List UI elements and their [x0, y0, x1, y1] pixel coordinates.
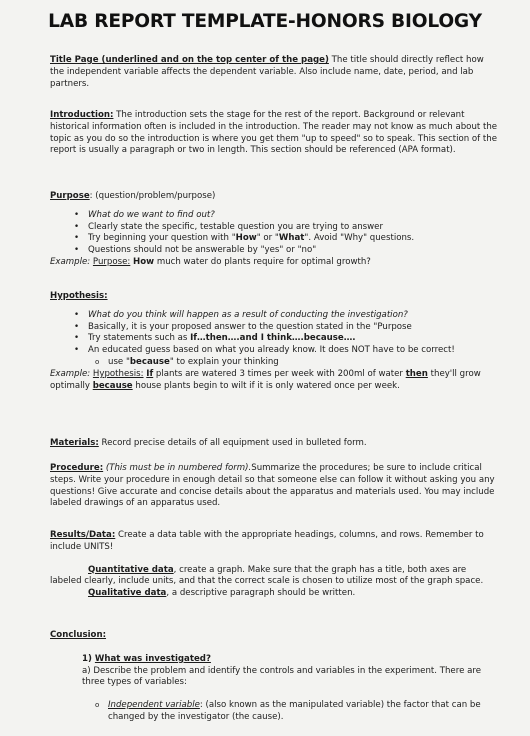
- purpose-example: [50, 257, 500, 269]
- title-page-paragraph: [50, 55, 500, 90]
- hyp-sub-c: " to explain your thinking: [169, 356, 279, 367]
- procedure-note: (This must be in numbered form).: [103, 463, 252, 473]
- purpose-b3-what: What: [278, 233, 305, 244]
- purpose-b3a: Try beginning your question with ": [88, 233, 236, 244]
- procedure-heading: Procedure:: [50, 463, 104, 473]
- list-item: • Clearly state the specific, testable question you are trying to answer: [50, 222, 500, 234]
- hyp-sub-a: use ": [108, 356, 130, 367]
- qualitative-heading: Qualitative data: [88, 588, 167, 599]
- purpose-heading-line: [50, 191, 500, 203]
- variables-list: [50, 700, 500, 724]
- list-item: • Basically, it is your proposed answer to the question stated in the "Purpose: [50, 322, 500, 334]
- purpose-list: [50, 210, 500, 257]
- purpose-heading: Purpose: [50, 191, 90, 201]
- title-page-heading: Title Page (underlined and on the top center of the page): [50, 55, 329, 65]
- example-if: If: [146, 368, 154, 379]
- example-label: Example:: [50, 256, 91, 267]
- hypothesis-example: [50, 369, 500, 393]
- example-then: then: [405, 368, 428, 379]
- results-text: Create a data table with the appropriate headings, columns, and rows. Remember to include UNITS!: [50, 530, 484, 552]
- example-text-2: they'll grow optimally: [50, 368, 481, 391]
- sub-list-item: [50, 700, 500, 724]
- list-item: • An educated guess based on what you already know. It does NOT have to be correct!: [50, 345, 500, 357]
- list-item: • What do we want to find out?: [50, 210, 500, 222]
- conclusion-section: [50, 630, 500, 724]
- materials-paragraph: [50, 438, 500, 450]
- results-section: [50, 530, 500, 600]
- example-purpose-word: Purpose:: [92, 256, 131, 267]
- hypothesis-section: [50, 291, 500, 392]
- title-page-text: The title should directly reflect how the independent variable affects the dependent variable. Also include name, date, period, and lab partners.: [50, 55, 484, 89]
- conclusion-item-1: [50, 654, 500, 689]
- list-item: • Questions should not be answerable by "yes" or "no": [50, 245, 500, 257]
- hyp-sub-because: because: [129, 356, 170, 367]
- list-item: [50, 233, 500, 245]
- sub-list-item: [50, 357, 500, 369]
- example-label: Example:: [50, 368, 91, 379]
- example-because: because: [92, 380, 133, 391]
- results-paragraph: [50, 530, 500, 554]
- purpose-section: [50, 191, 500, 269]
- hypothesis-heading: Hypothesis:: [50, 291, 108, 301]
- quantitative-text: , create a graph. Make sure that the graph has a title, both axes are labeled clearly, include units, and that the correct scale is chosen to utilize most of the graph space.: [50, 564, 484, 587]
- conclusion-item-1-number: 1): [82, 653, 95, 664]
- example-hypothesis-word: Hypothesis:: [92, 368, 144, 379]
- purpose-b3-how: How: [235, 233, 257, 244]
- materials-text: Record precise details of all equipment used in bulleted form.: [98, 438, 367, 448]
- list-item: [50, 333, 500, 345]
- introduction-heading: Introduction:: [50, 110, 114, 120]
- introduction-section: [50, 110, 500, 157]
- hypothesis-list: [50, 310, 500, 369]
- hyp-b3b: If…then….and I think….because….: [190, 333, 356, 344]
- materials-heading: Materials:: [50, 438, 99, 448]
- conclusion-item-1-title: [82, 654, 500, 666]
- conclusion-heading: Conclusion:: [50, 630, 107, 640]
- materials-section: [50, 438, 500, 450]
- conclusion-item-1-heading: What was investigated?: [94, 653, 211, 664]
- hyp-b3a: Try statements such as: [88, 333, 191, 344]
- procedure-text: Summarize the procedures; be sure to include critical steps. Write your procedure in enough detail so that someone else can follow it without asking you any questions! Give accurate and concise details about the apparatus and materials used. You may include labeled drawings of an apparatus used.: [50, 463, 495, 509]
- procedure-section: [50, 463, 500, 510]
- independent-variable-text: : (also known as the manipulated variable) the factor that can be changed by the investigator (the cause).: [108, 700, 481, 722]
- example-text-1: plants are watered 3 times per week with 200ml of water: [153, 368, 406, 379]
- independent-variable-heading: Independent variable: [108, 700, 200, 711]
- purpose-b3c: ". Avoid "Why" questions.: [304, 233, 415, 244]
- results-heading: Results/Data:: [50, 530, 116, 540]
- quantitative-heading: Quantitative data: [88, 564, 174, 575]
- page-title: LAB REPORT TEMPLATE-HONORS BIOLOGY: [48, 11, 482, 32]
- conclusion-item-1-text: a) Describe the problem and identify the controls and variables in the experiment. There are three types of variables:: [82, 665, 481, 688]
- introduction-text: The introduction sets the stage for the rest of the report. Background or relevant historical information often is included in the introduction. The reader may not know as much about the topic as you do so the introduction is where you get them "up to speed" so to speak. This section of the report is usually a paragraph or two in length. This section should be referenced (APA format).: [50, 110, 498, 156]
- list-item: • What do you think will happen as a result of conducting the investigation?: [50, 310, 500, 322]
- procedure-paragraph: [50, 463, 500, 510]
- title-page-section: [50, 55, 500, 90]
- example-text: much water do plants require for optimal growth?: [154, 256, 371, 267]
- qualitative-text: , a descriptive paragraph should be written.: [166, 588, 356, 599]
- example-how: How: [133, 256, 155, 267]
- purpose-subtitle: : (question/problem/purpose): [89, 191, 216, 201]
- example-text-3: house plants begin to wilt if it is only watered once per week.: [132, 380, 400, 391]
- introduction-paragraph: [50, 110, 500, 157]
- purpose-b3b: " or ": [256, 233, 279, 244]
- quantitative-paragraph: [50, 565, 500, 589]
- qualitative-paragraph: [50, 588, 500, 600]
